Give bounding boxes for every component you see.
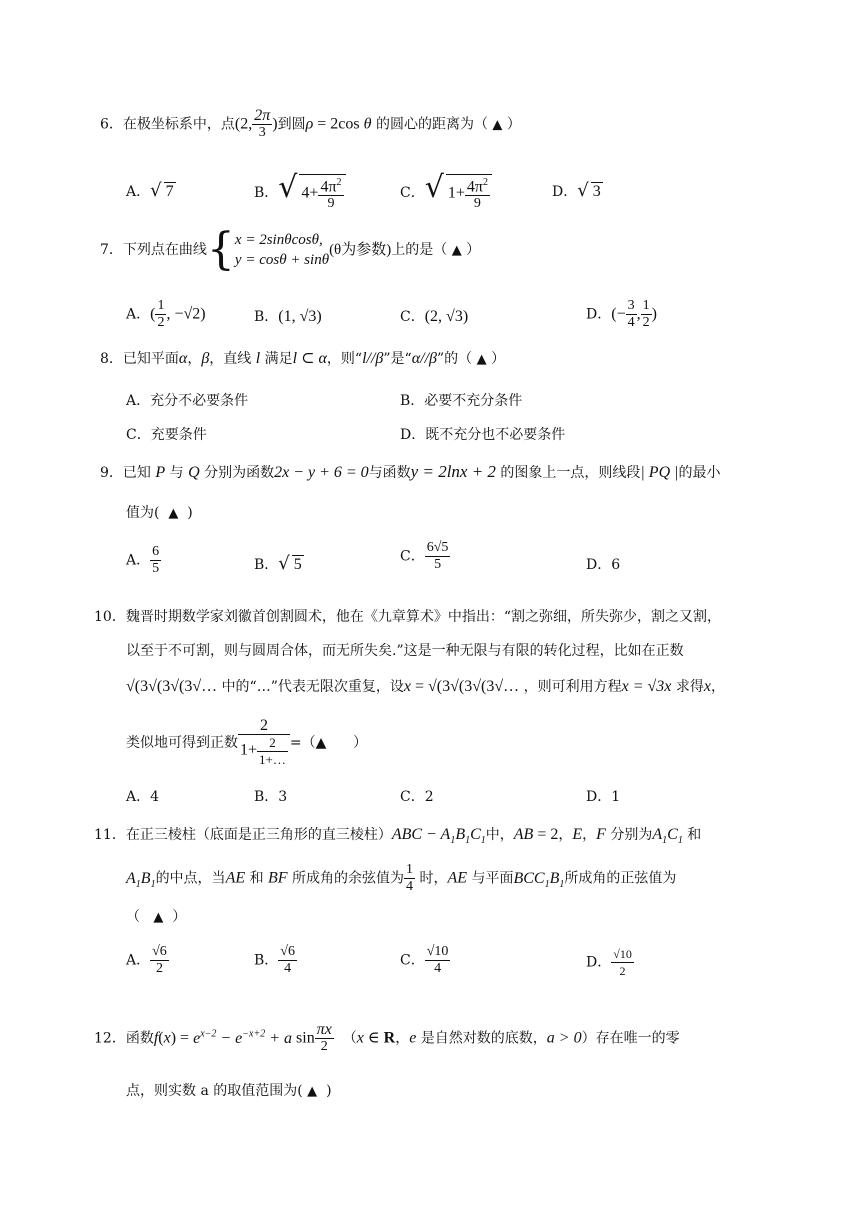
option-a: A． $\frac{√6}{2}$ [126,944,167,976]
option-d: D．1 [586,789,621,805]
option-d: D．(− $\frac{3}{4}$ , $\frac{1}{2}$ ) [586,298,657,330]
question-text: 在极坐标系中，点 [122,116,235,133]
question-6: 6．在极坐标系中，点(2, $\frac{2\pi}{3}$ )到圆ρ = 2cos θ 的圆心的距离为（ ▲ ） [100,107,521,140]
question-10-line-4: 类似地可得到正数 2 1+ $\frac{2}{1+\dots}$ =（▲ ） [126,717,368,767]
question-11-line-2: $A_1B_1$的中点，当AE 和 BF 所成角的余弦值为 $\frac{1}{4}$ 时，AE 与平面$BCC_1B_1$所成角的正弦值为 [126,862,677,894]
option-c: C．2 [400,789,434,805]
question-10: 10．魏晋时期数学家刘徽首创割圆术，他在《九章算术》中指出：“割之弥细，所失弥少，割之又割， [94,609,721,625]
option-a: A．充分不必要条件 [126,393,249,409]
fraction: $\frac{2\pi}{3}$ [254,107,271,140]
question-10-line-3: √(3√(3√(3√… 中的“…”代表无限次重复，设x = √(3√(3√(3√… ，则可利用方程x = √3x 求得x， [126,678,725,695]
option-d: D．6 [586,557,621,573]
option-b: B． $\frac{√6}{4}$ [254,944,295,976]
answer-mark: ▲ [492,117,503,133]
option-c: C．√ 1+ $\frac{4\pi^2}{9}$ [400,170,492,212]
option-b: B．√ 4+ $\frac{4\pi^2}{9}$ [254,170,346,212]
question-7: 7．下列点在曲线{ x = 2sinθcosθ, y = cosθ + sinθ (θ为参数)上的是（ ▲ ） [100,224,481,275]
option-a: A．4 [126,789,160,805]
option-d: D． $\frac{√10}{2}$ [586,947,632,978]
option-d: D．既不充分也不必要条件 [400,427,566,443]
question-9-line-2: 值为( ▲ ) [126,505,193,521]
option-c: C．(2, √3) [400,308,469,325]
option-b: B．必要不充分条件 [400,393,523,409]
question-8: 8．已知平面α，β，直线 l 满足l ⊂ α，则“l//β”是“α//β”的（ ▲ ） [100,350,506,367]
option-c: C． $\frac{6√5}{5}$ [400,540,449,572]
question-11-line-3: （ ▲ ） [126,909,187,925]
option-b: B．3 [254,789,288,805]
question-12: 12．函数$f(x) = e^{x-2} - e^{-x+2} + a$ sin $\frac{\pi x}{2}$ （x ∈ R，e 是自然对数的底数，a > 0）存在唯一的零 [94,1021,680,1054]
question-9: 9．已知 P 与 Q 分别为函数2x − y + 6 = 0与函数y = 2lnx + 2 的图象上一点，则线段| PQ |的最小 [100,462,721,481]
option-b: B．(1, √3) [254,308,322,325]
option-d: D．√ 3 [552,180,601,201]
option-b: B．√ 5 [254,553,302,574]
question-12-line-2: 点，则实数 a 的取值范围为( ▲ ) [126,1083,332,1099]
question-number: 6． [100,116,123,133]
option-a: A． $\frac{6}{5}$ [126,544,160,576]
option-c: C． $\frac{√10}{4}$ [400,944,449,976]
option-c: C．充要条件 [126,427,207,443]
question-10-line-2: 以至于不可割，则与圆周合体，而无所失矣.”这是一种无限与有限的转化过程，比如在正数 [126,643,684,659]
option-a: A．√ 7 [126,180,174,201]
option-a: A．( $\frac{1}{2}$ , −√2) [126,298,206,330]
question-11: 11．在正三棱柱（底面是正三角形的直三棱柱）$ABC - A_1B_1C_1$中，AB = 2，E，F 分别为$A_1C_1$ 和 [94,826,702,847]
